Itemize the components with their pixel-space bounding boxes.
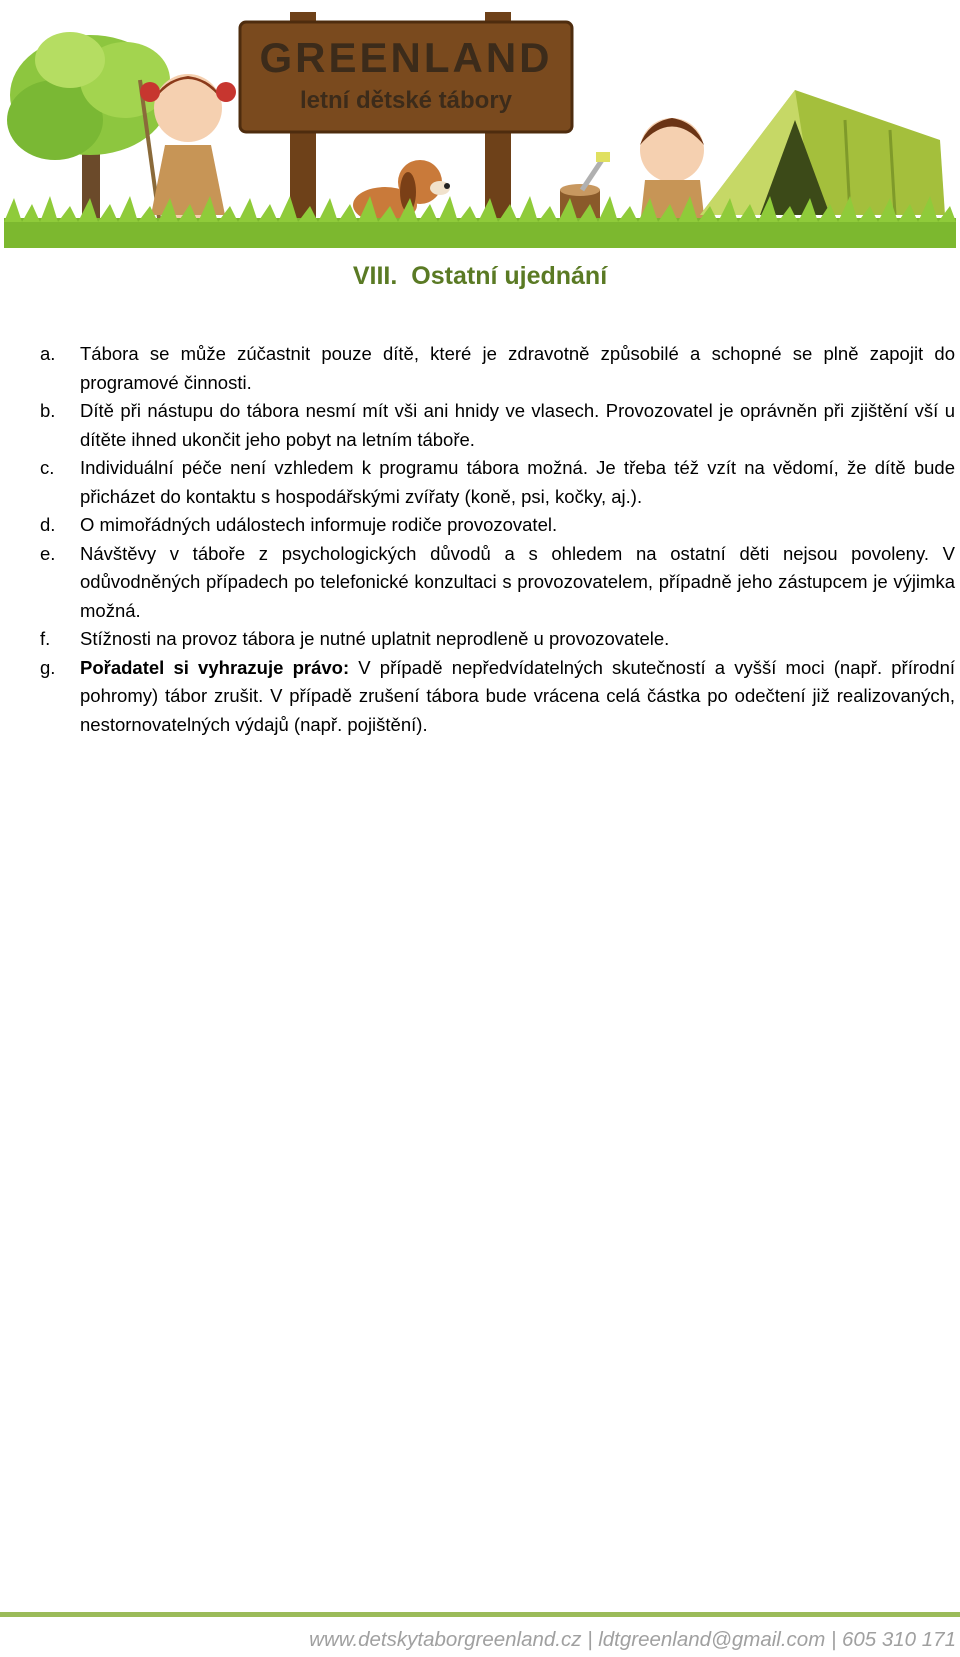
list-item [40, 625, 955, 654]
clause-text: Návštěvy v táboře z psychologických důvodů a s ohledem na ostatní děti nejsou povoleny. V odůvodněných případech po telefonické konzultaci s provozovatelem, případně jeho zástupcem je výjimka možná. [80, 542, 955, 621]
tent-icon [700, 90, 945, 215]
footer-rule [0, 1612, 960, 1617]
clause-text: V případě nepředvídatelných skutečností a vyšší moci (např. přírodní pohromy) tábor zrušit. V případě zrušení tábora bude vrácena celá částka po odečtení již realizovaných, nestornovatelných výdajů (např. pojištění). [80, 656, 955, 735]
list-item [40, 511, 955, 540]
list-item [40, 340, 955, 397]
sign-title: GREENLAND [259, 34, 553, 81]
list-item [40, 454, 955, 511]
list-item [40, 654, 955, 740]
clause-text: Stížnosti na provoz tábora je nutné uplatnit neprodleně u provozovatele. [80, 628, 670, 649]
list-marker: e. [40, 542, 56, 564]
list-marker: a. [40, 343, 56, 364]
list-marker: d. [40, 514, 56, 535]
footer-contact: www.detskytaborgreenland.cz | ldtgreenland@gmail.com | 605 310 171 [309, 1628, 956, 1651]
list-item [40, 397, 955, 454]
list-item [40, 540, 955, 626]
list-marker: c. [40, 457, 55, 478]
clause-bold-lead: Pořadatel si vyhrazuje právo: [80, 656, 350, 678]
clause-text: Dítě při nástupu do tábora nesmí mít vši ani hnidy ve vlasech. Provozovatel je oprávněn při zjištění vší u dítěte ihned ukončit jeho pobyt na letním táboře. [80, 400, 955, 450]
section-title: Ostatní ujednání [411, 262, 608, 290]
sign-subtitle: letní dětské tábory [299, 87, 513, 114]
header-banner [0, 0, 960, 250]
clause-text: Individuální péče není vzhledem k programu tábora možná. Je třeba též vzít na vědomí, že dítě bude přicházet do kontaktu s hospodářskými zvířaty (koně, psi, kočky, aj.). [80, 457, 955, 507]
list-marker: b. [40, 400, 56, 421]
clause-list [40, 340, 955, 739]
section-heading [0, 262, 960, 291]
list-marker: f. [40, 628, 51, 649]
clause-text: O mimořádných událostech informuje rodiče provozovatel. [80, 514, 558, 535]
section-number: VIII. [352, 262, 398, 290]
list-marker: g. [40, 656, 56, 678]
girl-scout-icon [140, 74, 236, 230]
clause-text: Tábora se může zúčastnit pouze dítě, které je zdravotně způsobilé a schopné se plně zapojit do programové činnosti. [80, 343, 955, 393]
